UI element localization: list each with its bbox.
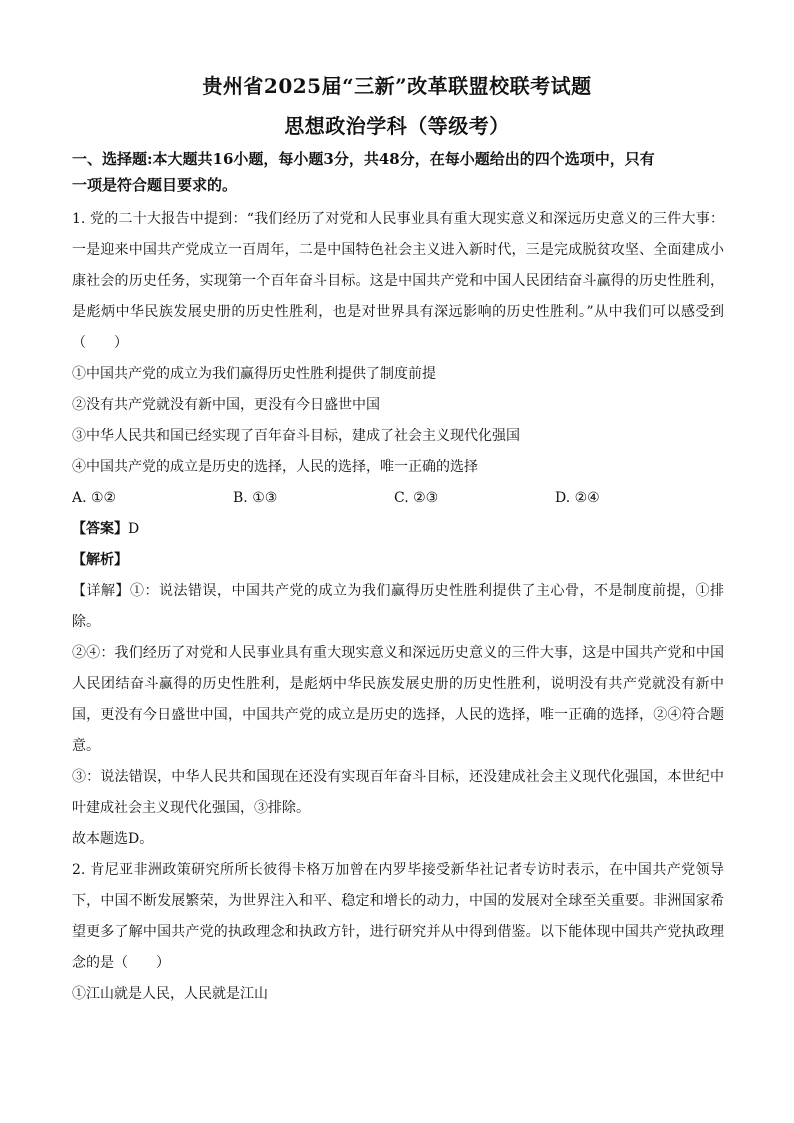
question-stem-line: 一是迎来中国共产党成立一百周年，二是中国特色社会主义进入新时代，三是完成脱贫攻坚、全面建成小: [72, 242, 724, 258]
exam-subtitle: 思想政治学科（等级考）: [284, 114, 510, 138]
exam-title: 贵州省2025届“三新”改革联盟校联考试题: [202, 74, 592, 98]
question-stem-line: 1. 党的二十大报告中提到：“我们经历了对党和人民事业具有重大现实意义和深远历史意义的三件大事：: [72, 211, 724, 227]
question-2: [72, 855, 724, 1010]
option-c: C. ②③: [394, 490, 439, 506]
question-stem-line: 2. 肯尼亚非洲政策研究所所长彼得卡格万加曾在内罗毕接受新华社记者专访时表示，在中国共产党领导: [72, 862, 724, 878]
detail-line: 故本题选D。: [72, 831, 154, 847]
question-stem-line: 康社会的历史任务，实现第一个百年奋斗目标。这是中国共产党和中国人民团结奋斗赢得的历史性胜利，: [72, 273, 724, 289]
option-d: D. ②④: [555, 490, 600, 506]
answer-value: D: [128, 521, 140, 537]
option-b: B. ①③: [233, 490, 278, 506]
answer-line: [72, 514, 724, 545]
section-heading-line: 一、选择题:本大题共16小题，每小题3分，共48分，在每小题给出的四个选项中，只有: [72, 150, 655, 168]
answer-blank: （ ）: [72, 335, 128, 351]
option-a: A. ①②: [72, 490, 117, 506]
detail-line: ③：说法错误，中华人民共和国现在还没有实现百年奋斗目标，还没建成社会主义现代化强国，本世纪中: [72, 769, 724, 785]
answer-options: [72, 483, 724, 514]
exam-content: [72, 146, 724, 1010]
detail-line: 人民团结奋斗赢得的历史性胜利，是彪炳中华民族发展史册的历史性胜利，说明没有共产党就没有新中: [72, 676, 724, 692]
question-stem-line: 念的是（ ）: [72, 955, 170, 971]
answer-label: 【答案】: [72, 521, 128, 537]
question-1: [72, 204, 724, 855]
question-stem-line: 下，中国不断发展繁荣，为世界注入和平、稳定和增长的动力，中国的发展对全球至关重要。非洲国家希: [72, 893, 724, 909]
statement-item: ②没有共产党就没有新中国，更没有今日盛世中国: [72, 397, 380, 413]
section-heading-line: 一项是符合题目要求的。: [72, 176, 238, 194]
question-stem-line: 望更多了解中国共产党的执政理念和执政方针，进行研究并从中得到借鉴。以下能体现中国共产党执政理: [72, 924, 724, 940]
detail-line: 【详解】①：说法错误，中国共产党的成立为我们赢得历史性胜利提供了主心骨，不是制度前提，①排: [72, 583, 724, 599]
statement-item: ③中华人民共和国已经实现了百年奋斗目标，建成了社会主义现代化强国: [72, 428, 520, 444]
detail-line: 意。: [72, 738, 100, 754]
statement-item: ①中国共产党的成立为我们赢得历史性胜利提供了制度前提: [72, 366, 436, 382]
statement-item: ④中国共产党的成立是历史的选择，人民的选择，唯一正确的选择: [72, 459, 478, 475]
analysis-label: 【解析】: [72, 552, 128, 568]
question-stem-line: 是彪炳中华民族发展史册的历史性胜利，也是对世界具有深远影响的历史性胜利。”从中我们可以感受到: [72, 304, 724, 320]
detail-line: ②④：我们经历了对党和人民事业具有重大现实意义和深远历史意义的三件大事，这是中国共产党和中国: [72, 645, 724, 661]
statement-item: ①江山就是人民，人民就是江山: [72, 986, 268, 1002]
detail-line: 国，更没有今日盛世中国，中国共产党的成立是历史的选择，人民的选择，唯一正确的选择，②④符合题: [72, 707, 724, 723]
detail-line: 叶建成社会主义现代化强国，③排除。: [72, 800, 310, 816]
detail-line: 除。: [72, 614, 100, 630]
